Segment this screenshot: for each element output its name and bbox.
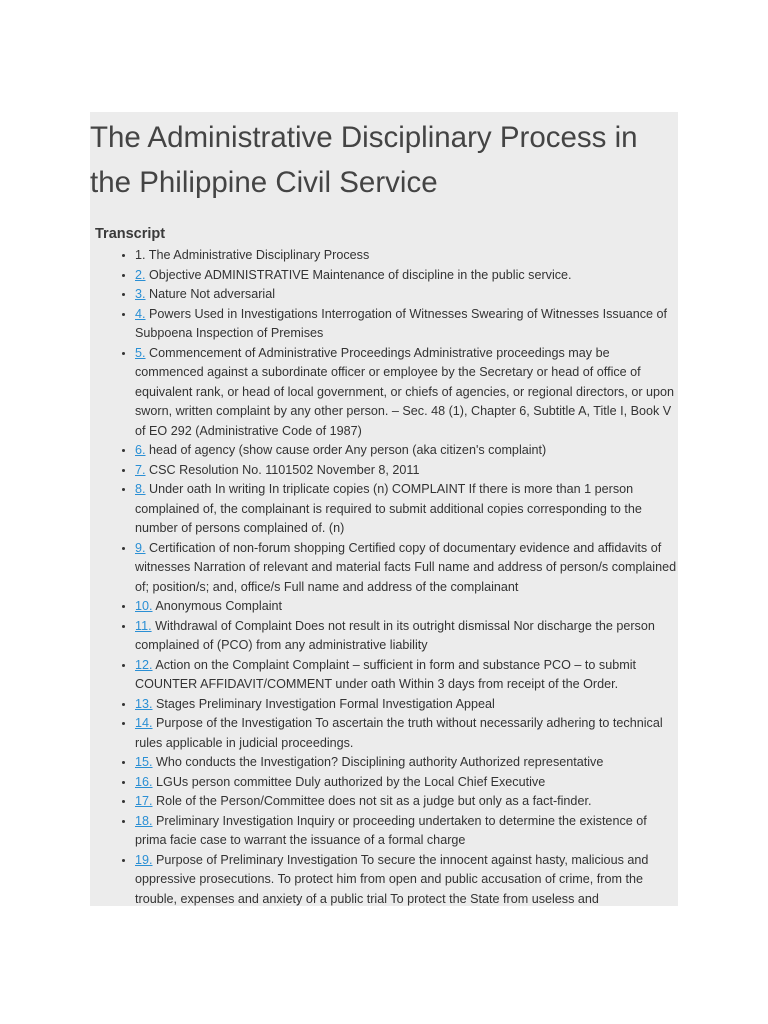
slide-number-link[interactable]: 18. bbox=[135, 813, 153, 828]
transcript-item bbox=[135, 714, 678, 753]
transcript-item bbox=[135, 480, 678, 539]
transcript-item bbox=[135, 246, 678, 266]
slide-number: 1. bbox=[135, 248, 146, 262]
slide-number-link[interactable]: 3. bbox=[135, 287, 146, 301]
transcript-item-text: Objective ADMINISTRATIVE Maintenance of discipline in the public service. bbox=[149, 267, 572, 282]
transcript-item bbox=[135, 617, 678, 656]
transcript-item-text: Nature Not adversarial bbox=[149, 287, 276, 301]
slide-number-link[interactable]: 15. bbox=[135, 755, 153, 769]
slide-number-link[interactable]: 16. bbox=[135, 774, 153, 789]
transcript-item bbox=[135, 266, 678, 286]
slide-number-link[interactable]: 17. bbox=[135, 794, 153, 808]
slide-number-link[interactable]: 13. bbox=[135, 696, 153, 711]
transcript-item bbox=[135, 792, 678, 812]
transcript-item-text: Role of the Person/Committee does not sit as a judge but only as a fact-finder. bbox=[156, 794, 592, 808]
document-page bbox=[90, 112, 678, 906]
transcript-item-text: LGUs person committee Duly authorized by the Local Chief Executive bbox=[156, 774, 546, 789]
transcript-item bbox=[135, 285, 678, 305]
transcript-item bbox=[135, 656, 678, 695]
transcript-item-text: Powers Used in Investigations Interrogation of Witnesses Swearing of Witnesses Issuance of Subpoena Inspection of Premises bbox=[135, 306, 668, 340]
transcript-item bbox=[135, 773, 678, 793]
transcript-item-text: Anonymous Complaint bbox=[155, 599, 283, 613]
transcript-item-text: Stages Preliminary Investigation Formal Investigation Appeal bbox=[156, 696, 495, 711]
slide-number-link[interactable]: 12. bbox=[135, 657, 153, 672]
slide-number-link[interactable]: 9. bbox=[135, 540, 146, 555]
transcript-item-text: Who conducts the Investigation? Disciplining authority Authorized representative bbox=[156, 755, 604, 769]
transcript-item-text: Preliminary Investigation Inquiry or proceeding undertaken to determine the existence of prima facie case to warrant the issuance of a formal charge bbox=[135, 813, 647, 847]
transcript-item bbox=[135, 539, 678, 598]
transcript-item bbox=[135, 305, 678, 344]
transcript-item bbox=[135, 695, 678, 715]
slide-number-link[interactable]: 7. bbox=[135, 462, 146, 477]
slide-number-link[interactable]: 10. bbox=[135, 599, 153, 613]
transcript-item-text: CSC Resolution No. 1101502 November 8, 2011 bbox=[149, 462, 420, 477]
slide-number-link[interactable]: 2. bbox=[135, 267, 146, 282]
transcript-item-text: Commencement of Administrative Proceedings Administrative proceedings may be commenced against a subordinate officer or employee by the Secretary or head of office of equivalent rank, or head of local government, or chiefs of agencies, or regional directors, or upon sworn, written complaint by any other person. – Sec. 48 (1), Chapter 6, Subtitle A, Title I, Book V of EO 292 (Administrative Code of 1987) bbox=[135, 345, 675, 438]
transcript-item-text: Withdrawal of Complaint Does not result in its outright dismissal Nor discharge the person complained of (PCO) from any administrative liability bbox=[135, 618, 655, 652]
transcript-item-text: Action on the Complaint Complaint – sufficient in form and substance PCO – to submit COUNTER AFFIDAVIT/COMMENT under oath Within 3 days from receipt of the Order. bbox=[135, 657, 636, 691]
slide-number-link[interactable]: 8. bbox=[135, 482, 146, 496]
transcript-item bbox=[135, 461, 678, 481]
slide-number-link[interactable]: 6. bbox=[135, 443, 146, 457]
transcript-item-text: The Administrative Disciplinary Process bbox=[148, 248, 370, 262]
slide-number-link[interactable]: 19. bbox=[135, 852, 153, 867]
slide-number-link[interactable]: 5. bbox=[135, 345, 146, 360]
slide-number-link[interactable]: 4. bbox=[135, 306, 146, 321]
transcript-heading: Transcript bbox=[95, 226, 166, 242]
transcript-item bbox=[135, 812, 678, 851]
document-title: The Administrative Disciplinary Process in the Philippine Civil Service bbox=[90, 121, 638, 199]
transcript-item-text: Certification of non-forum shopping Certified copy of documentary evidence and affidavits of witnesses Narration of relevant and material facts Full name and address of person/s complained of; position/s; and, office/s Full name and address of the complainant bbox=[135, 540, 677, 594]
transcript-list bbox=[90, 246, 678, 906]
transcript-item bbox=[135, 597, 678, 617]
transcript-item bbox=[135, 753, 678, 773]
transcript-item-text: Purpose of Preliminary Investigation To secure the innocent against hasty, malicious and oppressive prosecutions. To protect him from open and public accusation of crime, from the trouble, expenses and anxiety of a public trial To protect the State from useless and bbox=[135, 852, 649, 906]
transcript-item bbox=[135, 851, 678, 907]
transcript-item-text: Under oath In writing In triplicate copies (n) COMPLAINT If there is more than 1 person complained of, the complainant is required to submit additional copies corresponding to the number of persons complained of. (n) bbox=[135, 482, 642, 535]
transcript-item-text: head of agency (show cause order Any person (aka citizen's complaint) bbox=[149, 443, 547, 457]
transcript-item bbox=[135, 344, 678, 442]
transcript-item bbox=[135, 441, 678, 461]
transcript-item-text: Purpose of the Investigation To ascertain the truth without necessarily adhering to technical rules applicable in judicial proceedings. bbox=[135, 716, 663, 750]
slide-number-link[interactable]: 11. bbox=[135, 618, 152, 633]
slide-number-link[interactable]: 14. bbox=[135, 716, 153, 730]
